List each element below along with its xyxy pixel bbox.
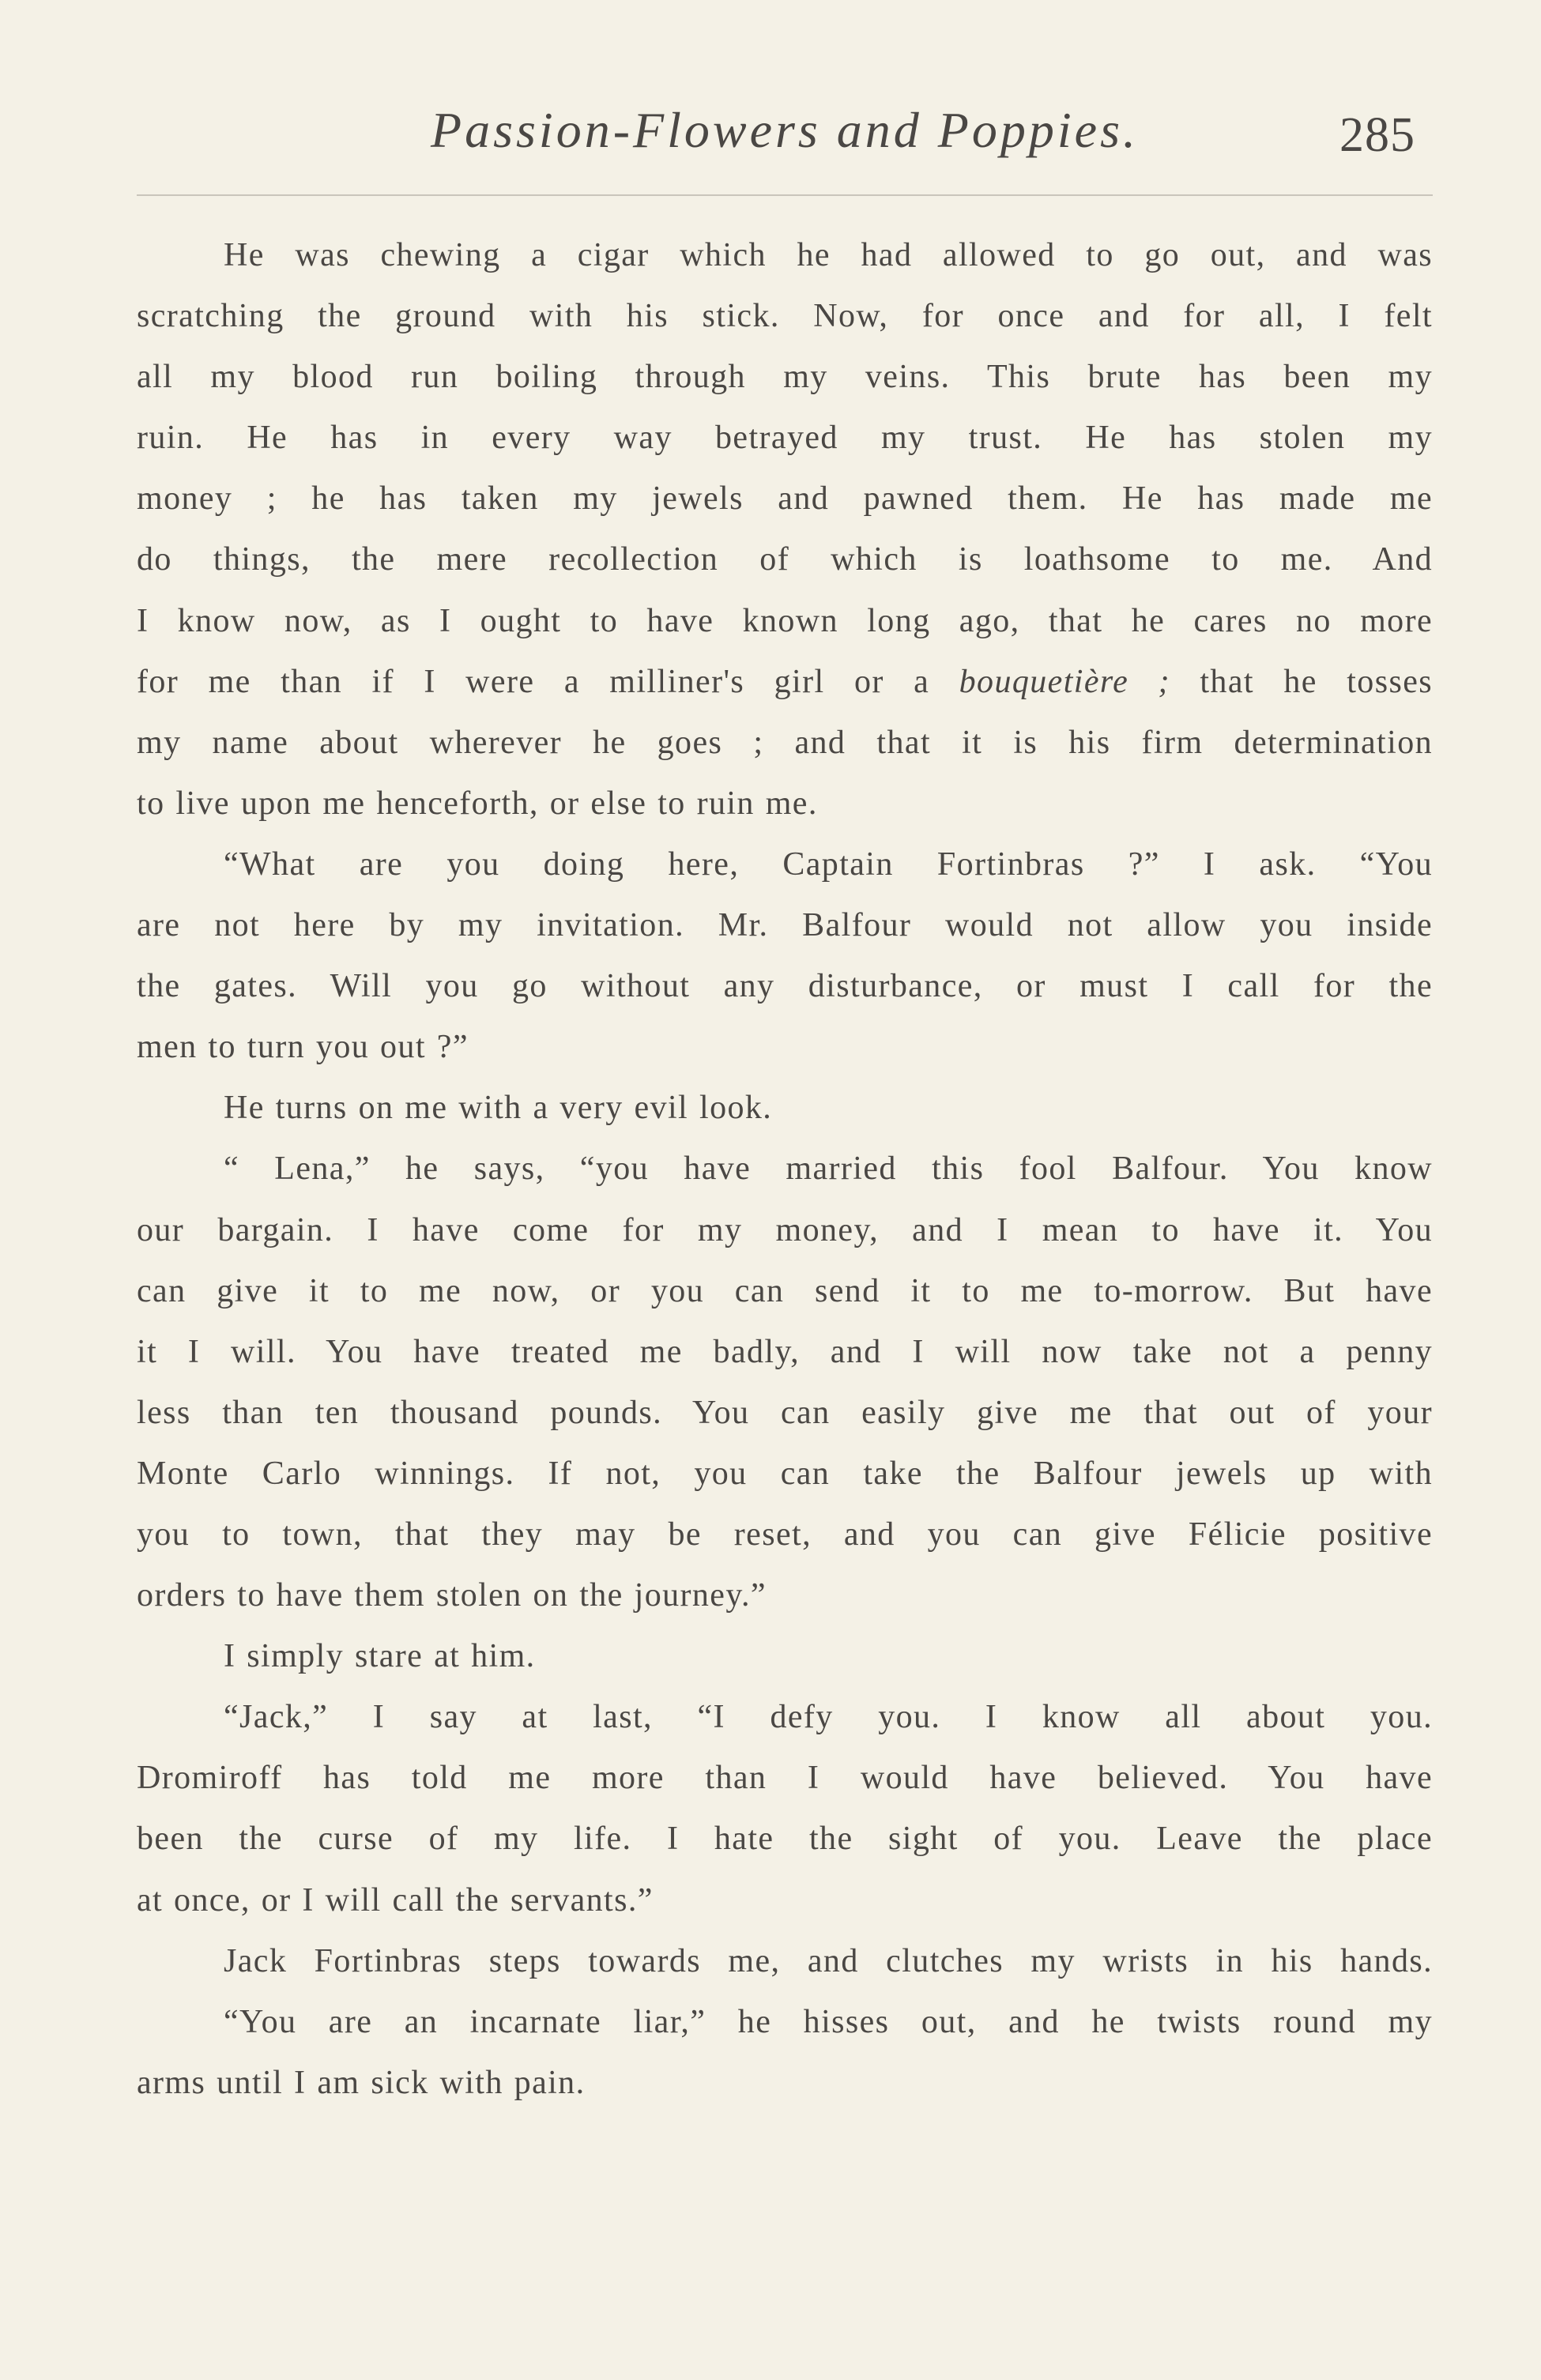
text-line-start: for me than if I were a milliner's girl or a xyxy=(137,663,930,700)
text-line: less than ten thousand pounds. You can easily give me that out of your xyxy=(137,1394,1433,1431)
italic-word: bouquetière ; xyxy=(959,663,1170,700)
text-line: ruin. He has in every way betrayed my trust. He has stolen my xyxy=(137,420,1433,457)
text-line: all my blood run boiling through my veins. This brute has been my xyxy=(137,359,1433,396)
text-line-end: that he tosses xyxy=(1170,663,1433,700)
text-line: He turns on me with a very evil look. xyxy=(224,1090,773,1127)
text-line: arms until I am sick with pain. xyxy=(137,2064,586,2101)
text-line-with-italic xyxy=(137,652,1433,713)
running-head xyxy=(0,93,1541,180)
text-line: my name about wherever he goes ; and that it is his firm determination xyxy=(137,724,1433,761)
header-rule xyxy=(137,194,1433,196)
text-line: can give it to me now, or you can send it to me to-morrow. But have xyxy=(137,1272,1433,1309)
text-line: it I will. You have treated me badly, and I will now take not a penny xyxy=(137,1333,1433,1370)
text-line: “What are you doing here, Captain Fortinbras ?” I ask. “You xyxy=(224,845,1433,883)
text-line: Jack Fortinbras steps towards me, and clutches my wrists in his hands. xyxy=(224,1942,1433,1979)
text-line: the gates. Will you go without any disturbance, or must I call for the xyxy=(137,968,1433,1005)
text-line: “You are an incarnate liar,” he hisses out, and he twists round my xyxy=(224,2003,1433,2040)
text-line: He was chewing a cigar which he had allowed to go out, and was xyxy=(224,237,1433,273)
text-line: I simply stare at him. xyxy=(224,1638,536,1675)
text-line: “Jack,” I say at last, “I defy you. I know all about you. xyxy=(224,1699,1433,1736)
text-line: do things, the mere recollection of which is loathsome to me. And xyxy=(137,541,1433,578)
text-line: Monte Carlo winnings. If not, you can take the Balfour jewels up with xyxy=(137,1455,1433,1492)
text-line: our bargain. I have come for my money, and I mean to have it. You xyxy=(137,1211,1433,1248)
text-line: men to turn you out ?” xyxy=(137,1029,469,1066)
text-line: scratching the ground with his stick. Now, for once and for all, I felt xyxy=(137,298,1433,335)
text-line: “ Lena,” he says, “you have married this fool Balfour. You know xyxy=(224,1150,1433,1188)
text-line: money ; he has taken my jewels and pawned them. He has made me xyxy=(137,480,1433,518)
text-line: I know now, as I ought to have known long ago, that he cares no more xyxy=(137,602,1433,639)
running-title: Passion-Flowers and Poppies. xyxy=(431,102,1139,158)
text-line: Dromiroff has told me more than I would have believed. You have xyxy=(137,1760,1433,1797)
text-body xyxy=(137,225,1433,2114)
text-line: at once, or I will call the servants.” xyxy=(137,1881,654,1919)
text-line: to live upon me henceforth, or else to ruin me. xyxy=(137,785,818,822)
page-number: 285 xyxy=(1339,108,1415,162)
text-line: orders to have them stolen on the journey.” xyxy=(137,1577,767,1614)
text-line: are not here by my invitation. Mr. Balfour would not allow you inside xyxy=(137,907,1433,944)
text-line: been the curse of my life. I hate the sight of you. Leave the place xyxy=(137,1821,1433,1858)
text-line: you to town, that they may be reset, and you can give Félicie positive xyxy=(137,1516,1433,1553)
